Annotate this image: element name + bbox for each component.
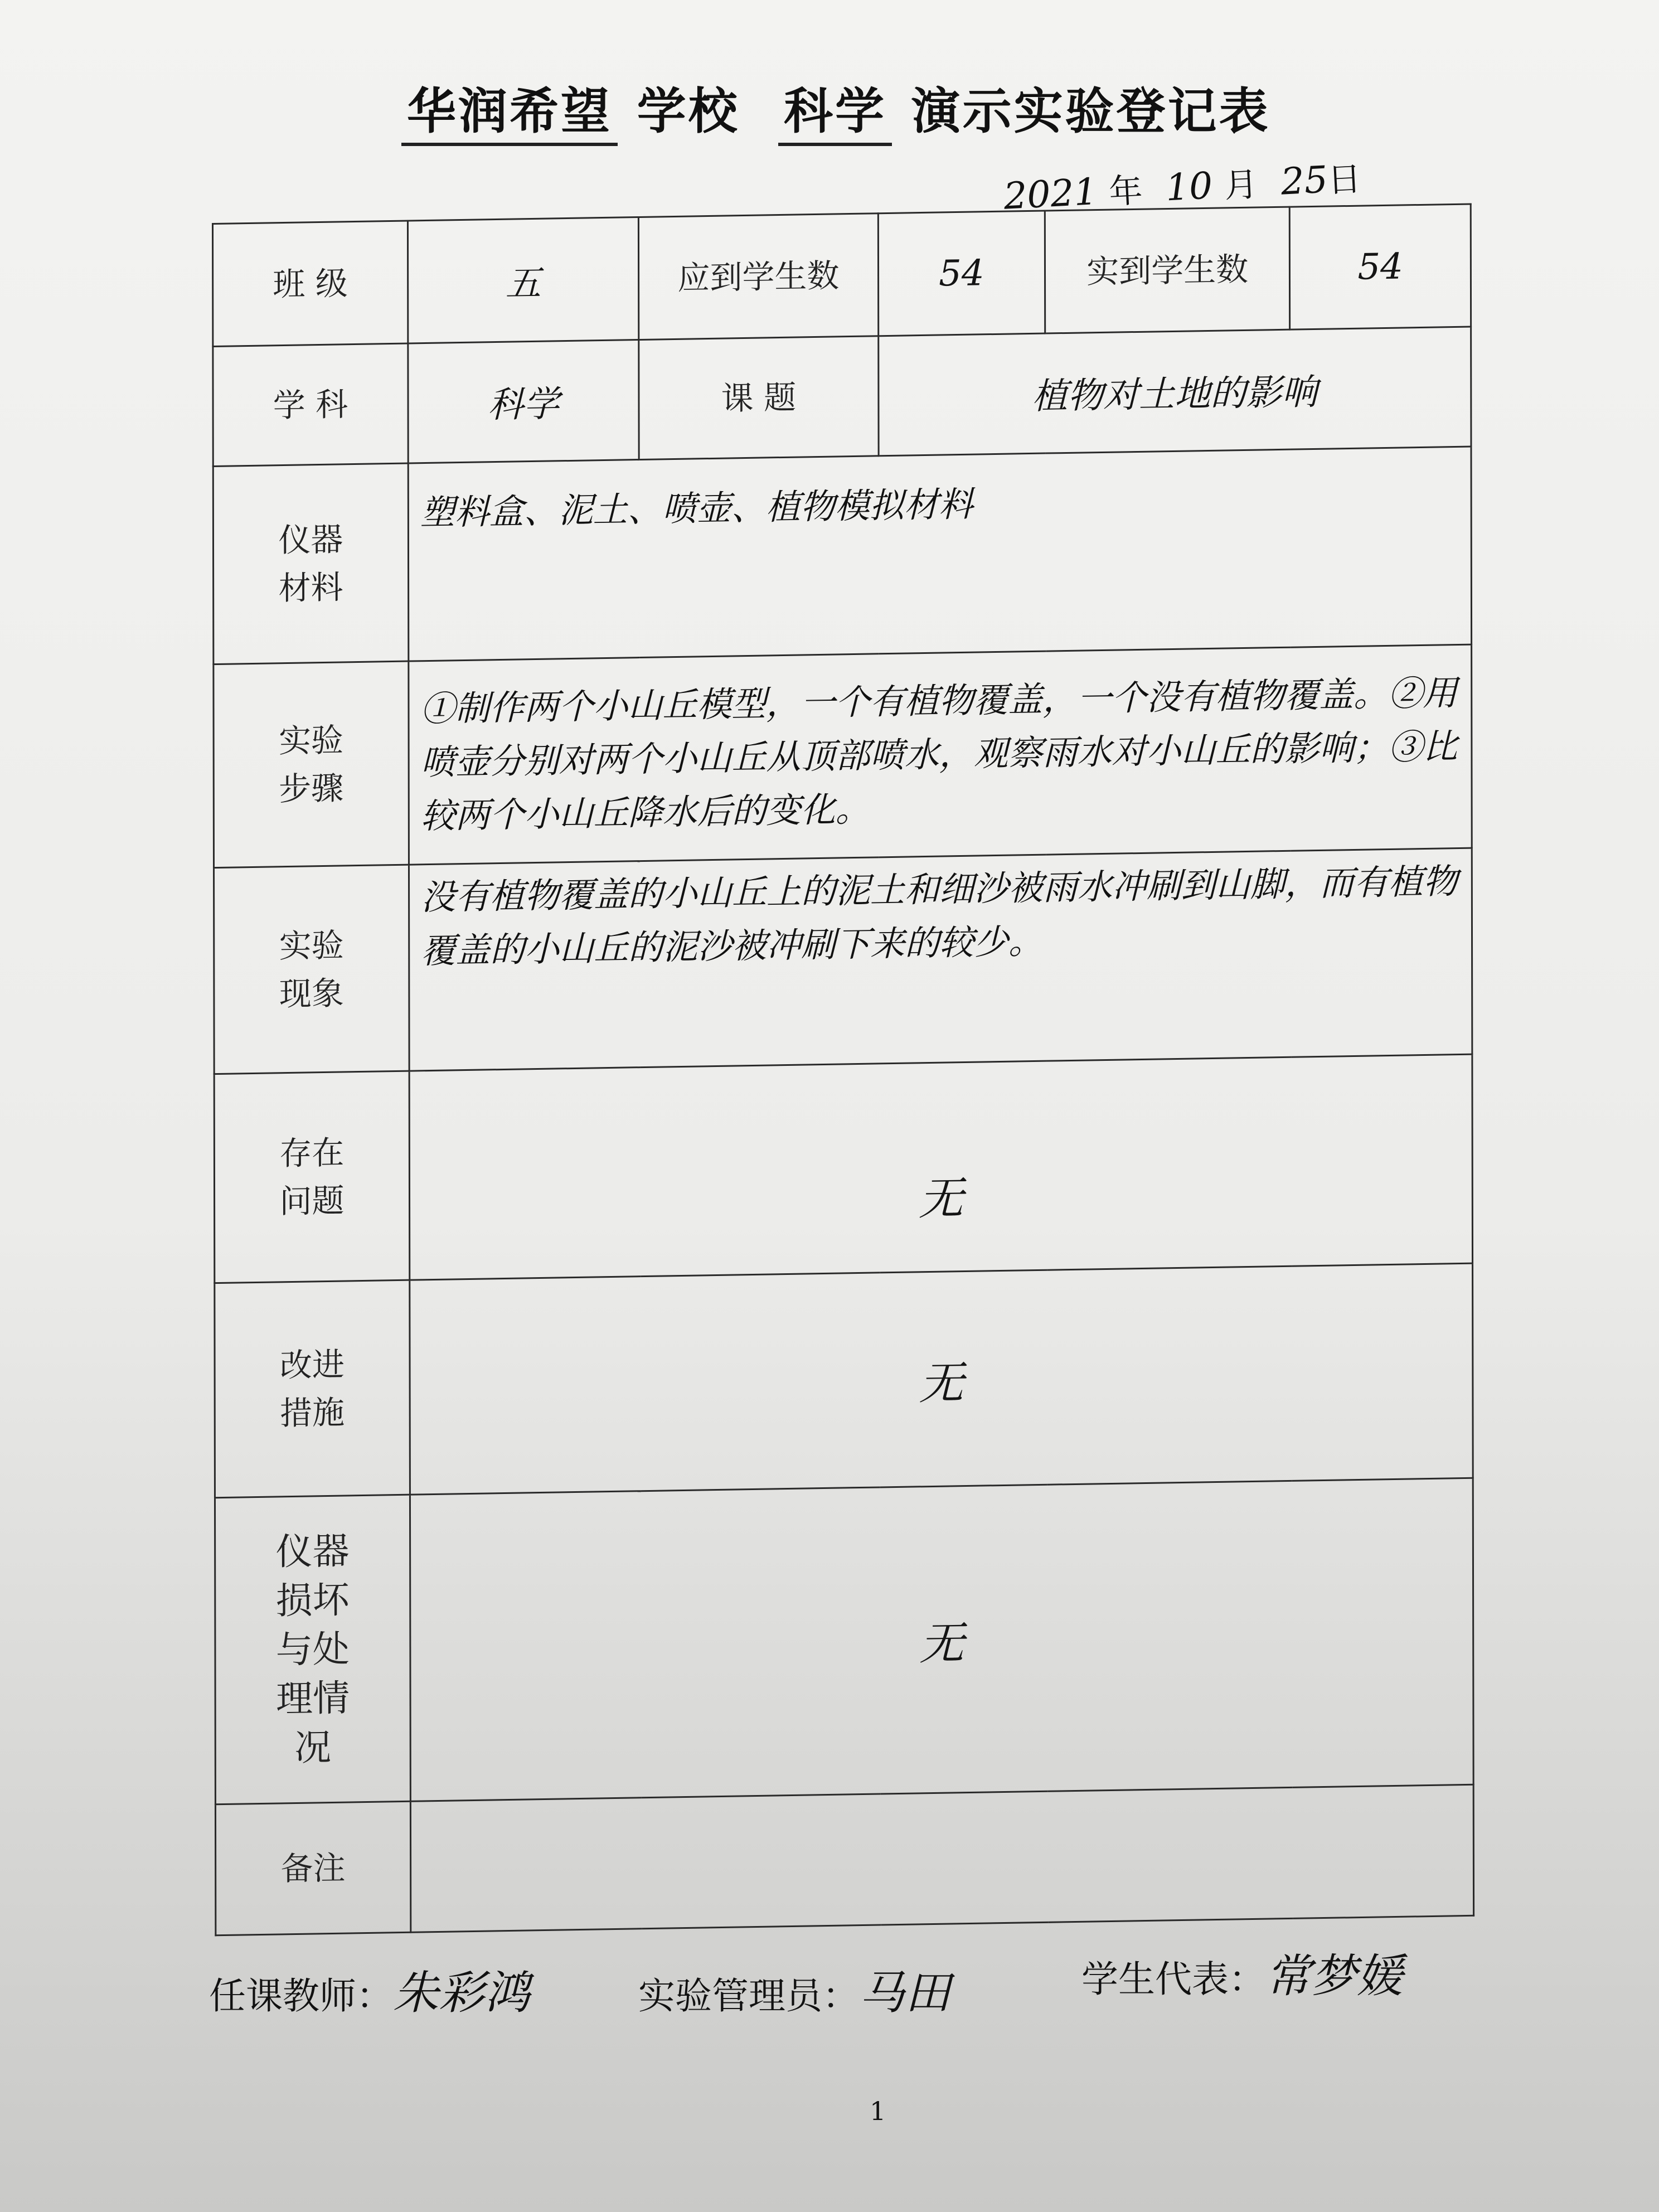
phenomenon-value: 没有植物覆盖的小山丘上的泥土和细沙被雨水冲刷到山脚，而有植物覆盖的小山丘的泥沙被冲刷下来的较少。 <box>409 848 1472 1071</box>
table-row <box>215 1478 1473 1804</box>
student-label: 学生代表： <box>1081 1958 1265 2001</box>
subject-name: 科学 <box>778 72 892 146</box>
school-suffix: 学校 <box>637 83 740 140</box>
steps-label: 实验步骤 <box>214 661 409 868</box>
actual-students-label: 实到学生数 <box>1045 207 1290 333</box>
damage-value: 无 <box>410 1478 1473 1801</box>
admin-signature <box>638 1957 950 2022</box>
table-row <box>215 1263 1473 1497</box>
improve-value: 无 <box>410 1263 1473 1495</box>
school-name: 华润希望 <box>401 72 618 146</box>
remarks-label: 备注 <box>215 1801 410 1936</box>
class-value: 五 <box>408 217 639 343</box>
teacher-label: 任课教师： <box>209 1975 393 2017</box>
admin-name: 马田 <box>859 1967 950 2020</box>
date-month-label: 月 <box>1223 164 1259 206</box>
remarks-value <box>410 1784 1473 1932</box>
problems-value: 无 <box>409 1054 1473 1280</box>
experiment-record-table <box>212 203 1474 1937</box>
table-row <box>214 644 1472 867</box>
problems-label: 存在问题 <box>214 1071 409 1283</box>
class-label: 班 级 <box>213 221 408 347</box>
form-title-text: 演示实验登记表 <box>911 83 1270 140</box>
date-day-label: 日 <box>1326 159 1362 201</box>
table-row <box>213 327 1471 466</box>
teacher-name: 朱彩鸿 <box>393 1967 530 2020</box>
date-day: 25 <box>1279 158 1329 203</box>
steps-value: ①制作两个小山丘模型，一个有植物覆盖，一个没有植物覆盖。②用喷壶分别对两个小山丘从顶部喷水，观察雨水对小山丘的影响；③比较两个小山丘降水后的变化。 <box>409 644 1472 865</box>
equipment-label: 仪器材料 <box>213 463 408 664</box>
table-row <box>215 1784 1473 1935</box>
expected-students-value: 54 <box>878 211 1045 336</box>
page-number: 1 <box>870 2096 886 2126</box>
table-row <box>214 1054 1472 1283</box>
student-name: 常梦媛 <box>1265 1950 1403 2003</box>
damage-label: 仪器损坏与处理情况 <box>215 1495 410 1804</box>
student-signature <box>1081 1940 1403 2005</box>
table-row <box>213 447 1471 664</box>
subject-value: 科学 <box>408 339 639 463</box>
form-title <box>401 72 1293 146</box>
equipment-value: 塑料盒、泥土、喷壶、植物模拟材料 <box>408 447 1472 661</box>
subject-label: 学 科 <box>213 343 408 467</box>
table-row <box>213 204 1471 346</box>
topic-label: 课 题 <box>639 336 879 460</box>
date-year-label: 年 <box>1108 171 1144 212</box>
admin-label: 实验管理员： <box>638 1975 859 2017</box>
actual-students-value: 54 <box>1290 204 1471 329</box>
table-row <box>214 848 1472 1074</box>
expected-students-label: 应到学生数 <box>639 214 879 340</box>
date-year: 2021 <box>1002 170 1099 218</box>
phenomenon-label: 实验现象 <box>214 865 409 1074</box>
improve-label: 改进措施 <box>215 1280 410 1498</box>
date-month: 10 <box>1165 164 1214 210</box>
teacher-signature <box>209 1957 530 2022</box>
topic-value: 植物对土地的影响 <box>878 327 1471 456</box>
